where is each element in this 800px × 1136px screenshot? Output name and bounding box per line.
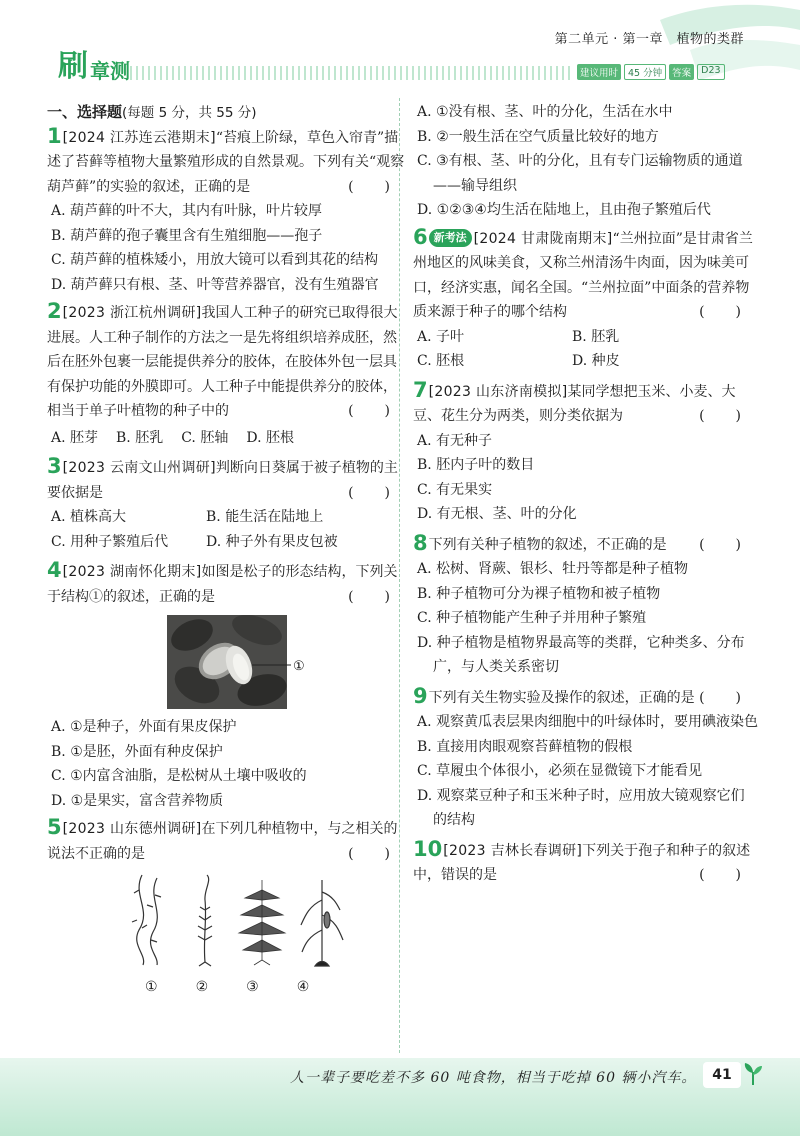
question-7 bbox=[413, 377, 758, 429]
question-source: [2023 山东济南模拟] bbox=[428, 383, 568, 400]
option-row bbox=[413, 349, 758, 374]
page-number: 41 bbox=[703, 1062, 741, 1088]
question-2 bbox=[47, 301, 407, 424]
time-value: 45 分钟 bbox=[624, 64, 666, 80]
question-number: 1 bbox=[47, 123, 62, 148]
question-number: 3 bbox=[47, 454, 62, 478]
plant-label-1: ① bbox=[145, 978, 158, 995]
option-c[interactable]: C. 用种子繁殖后代 bbox=[51, 533, 169, 550]
question-source: [2023 湖南怀化期末] bbox=[62, 564, 202, 580]
question-stem: 在下列几种植物中，与之相关的说法不正确的是 bbox=[47, 821, 398, 862]
option-a[interactable]: A. 观察黄瓜表层果肉细胞中的叶绿体时，要用碘液染色 bbox=[417, 714, 759, 730]
new-method-badge: 新考法 bbox=[429, 229, 472, 247]
question-3 bbox=[47, 456, 407, 505]
option-a[interactable]: A. 有无种子 bbox=[417, 432, 493, 449]
question-10 bbox=[413, 836, 758, 888]
question-4 bbox=[47, 560, 407, 609]
question-number: 7 bbox=[413, 377, 428, 402]
answer-label: 答案 bbox=[669, 64, 694, 80]
plant-labels bbox=[47, 975, 407, 1000]
chapter-breadcrumb: 第二单元 · 第一章 植物的类群 bbox=[554, 32, 744, 47]
figure-marker-1: ① bbox=[293, 659, 305, 674]
option-c[interactable]: C. 胚轴 bbox=[181, 429, 229, 446]
option-b[interactable]: B. 葫芦藓的孢子囊里含有生殖细胞——孢子 bbox=[51, 227, 323, 244]
option-c[interactable]: C. ①内富含油脂，是松树从土壤中吸收的 bbox=[51, 768, 307, 784]
option-b[interactable]: B. 能生活在陆地上 bbox=[206, 509, 324, 525]
answer-blank[interactable]: ( ) bbox=[348, 484, 391, 501]
question-source: [2023 山东德州调研] bbox=[62, 821, 202, 837]
exam-meta bbox=[577, 64, 725, 80]
question-source: [2023 云南文山州调研] bbox=[62, 460, 216, 476]
question-number: 10 bbox=[413, 836, 443, 861]
question-source: [2023 吉林长春调研] bbox=[443, 842, 583, 859]
question-source: [2024 甘肃陇南期末] bbox=[473, 230, 613, 247]
question-stem: 如图是松子的形态结构，下列关于结构①的叙述，正确的是 bbox=[47, 564, 398, 605]
plant-label-2: ② bbox=[195, 978, 209, 995]
question-number: 8 bbox=[413, 530, 428, 555]
answer-blank[interactable]: ( ) bbox=[699, 536, 742, 553]
option-d[interactable]: D. 观察菜豆种子和玉米种子时，应用放大镜观察它们的结构 bbox=[417, 787, 745, 828]
plant-label-4: ④ bbox=[296, 978, 310, 995]
question-stem: 下列关于孢子和种子的叙述中，错误的是 bbox=[413, 842, 751, 883]
option-row bbox=[47, 505, 407, 530]
left-column bbox=[47, 100, 407, 999]
right-column bbox=[413, 100, 758, 888]
option-b[interactable]: B. 胚乳 bbox=[572, 328, 620, 345]
answer-blank[interactable]: ( ) bbox=[699, 867, 742, 883]
option-b[interactable]: B. 种子植物可分为裸子植物和被子植物 bbox=[417, 585, 661, 602]
plant-2-moss-icon bbox=[198, 875, 212, 966]
question-stem: 判断向日葵属于被子植物的主要依据是 bbox=[47, 460, 398, 501]
option-d[interactable]: D. 有无根、茎、叶的分化 bbox=[417, 506, 577, 522]
pine-nut-photo bbox=[167, 615, 311, 709]
question-6 bbox=[413, 224, 758, 325]
question-stem: “苔痕上阶绿，草色入帘青”描述了苔藓等植物大量繁殖形成的自然景观。下列有关“观察葫芦藓”的实验的叙述，正确的是 bbox=[47, 129, 405, 195]
answer-blank[interactable]: ( ) bbox=[348, 588, 391, 605]
option-c[interactable]: C. 草履虫个体很小，必须在显微镜下才能看见 bbox=[417, 763, 703, 779]
header-brush-decoration bbox=[650, 0, 800, 95]
header-hatch-bar bbox=[130, 66, 570, 80]
answer-blank[interactable]: ( ) bbox=[348, 845, 391, 862]
plants-figure bbox=[47, 870, 387, 968]
section-heading bbox=[47, 100, 407, 126]
time-label: 建议用时 bbox=[577, 64, 621, 80]
question-number: 5 bbox=[47, 815, 62, 839]
question-1 bbox=[47, 123, 407, 200]
answer-blank[interactable]: ( ) bbox=[348, 178, 391, 195]
option-a[interactable]: A. 葫芦藓的叶不大，其内有叶脉，叶片较厚 bbox=[51, 203, 323, 219]
option-a[interactable]: A. 胚芽 bbox=[51, 429, 99, 446]
option-a[interactable]: A. 子叶 bbox=[417, 328, 465, 345]
question-stem: 下列有关生物实验及操作的叙述，正确的是 bbox=[428, 689, 695, 706]
option-a[interactable]: A. 植株高大 bbox=[51, 509, 127, 525]
question-9 bbox=[413, 683, 758, 711]
question-stem: 我国人工种子的研究已取得很大进展。人工种子制作的方法之一是先将组织培养成胚，然后在胚外包裹一层能提供养分的胶体，在胶体外包一层具有保护功能的外膜即可。人工种子中能提供养分的胶体，相当于单子叶植物的种子中的 bbox=[47, 305, 398, 419]
question-stem: 下列有关种子植物的叙述，不正确的是 bbox=[428, 536, 667, 553]
logo-mark: 刷 bbox=[58, 49, 88, 84]
option-row bbox=[413, 325, 758, 350]
option-row bbox=[47, 426, 407, 451]
q5-option-d[interactable]: D. ①②③④均生活在陆地上，且由孢子繁殖后代 bbox=[417, 202, 711, 218]
option-a[interactable]: A. 松树、肾蕨、银杉、牡丹等都是种子植物 bbox=[417, 561, 689, 577]
brand-logo bbox=[58, 49, 130, 84]
q5-option-b[interactable]: B. ②一般生活在空气质量比较好的地方 bbox=[417, 128, 659, 145]
option-d[interactable]: D. ①是果实，富含营养物质 bbox=[51, 792, 224, 809]
question-source: [2023 浙江杭州调研] bbox=[62, 305, 202, 321]
plant-1-seaweed-icon bbox=[132, 875, 161, 965]
plant-3-fern-icon bbox=[239, 880, 285, 965]
option-a[interactable]: A. ①是种子，外面有果皮保护 bbox=[51, 719, 237, 735]
option-d[interactable]: D. 种子植物是植物界最高等的类群，它种类多、分布广，与人类关系密切 bbox=[417, 634, 745, 675]
logo-text: 章测 bbox=[90, 59, 130, 83]
q5-option-a[interactable]: A. ①没有根、茎、叶的分化，生活在水中 bbox=[417, 104, 673, 120]
question-number: 6 bbox=[413, 224, 428, 249]
option-b[interactable]: B. 胚内子叶的数目 bbox=[417, 457, 535, 473]
section-title: 一、选择题 bbox=[47, 103, 123, 121]
plant-label-3: ③ bbox=[246, 978, 259, 995]
footer-fact: 人一辈子要吃差不多 60 吨食物，相当于吃掉 60 辆小汽车。 bbox=[290, 1070, 697, 1086]
answer-value: D23 bbox=[697, 64, 724, 80]
plant-4-corn-icon bbox=[301, 880, 343, 966]
option-c[interactable]: C. 葫芦藓的植株矮小，用放大镜可以看到其花的结构 bbox=[51, 252, 379, 268]
question-stem: “兰州拉面”是甘肃省兰州地区的风味美食，又称兰州清汤牛肉面，因为味美可口，经济实惠，闻名全国。“兰州拉面”中面条的营养物质来源于种子的哪个结构 bbox=[413, 230, 753, 320]
sprout-icon bbox=[741, 1060, 765, 1086]
option-b[interactable]: B. ①是胚，外面有种皮保护 bbox=[51, 743, 223, 760]
answer-blank[interactable]: ( ) bbox=[348, 403, 391, 419]
option-c[interactable]: C. 有无果实 bbox=[417, 481, 493, 498]
question-8 bbox=[413, 530, 758, 558]
answer-blank[interactable]: ( ) bbox=[699, 408, 742, 424]
question-5 bbox=[47, 817, 407, 866]
option-row bbox=[47, 530, 407, 555]
option-d[interactable]: D. 种子外有果皮包被 bbox=[206, 533, 338, 550]
option-b[interactable]: B. 直接用肉眼观察苔藓植物的假根 bbox=[417, 738, 633, 755]
question-source: [2024 江苏连云港期末] bbox=[62, 129, 216, 146]
question-number: 4 bbox=[47, 558, 62, 582]
option-d[interactable]: D. 种皮 bbox=[572, 353, 620, 369]
question-number: 9 bbox=[413, 683, 428, 708]
pine-nut-figure bbox=[47, 615, 407, 711]
question-stem: 某同学想把玉米、小麦、大豆、花生分为两类，则分类依据为 bbox=[413, 383, 736, 424]
option-c[interactable]: C. 种子植物能产生种子并用种子繁殖 bbox=[417, 610, 647, 626]
option-d[interactable]: D. 葫芦藓只有根、茎、叶等营养器官，没有生殖器官 bbox=[51, 276, 379, 293]
answer-blank[interactable]: ( ) bbox=[699, 689, 742, 706]
question-number: 2 bbox=[47, 299, 62, 323]
option-c[interactable]: C. 胚根 bbox=[417, 353, 465, 369]
option-b[interactable]: B. 胚乳 bbox=[116, 429, 164, 446]
option-d[interactable]: D. 胚根 bbox=[246, 429, 294, 446]
q5-option-c[interactable]: C. ③有根、茎、叶的分化，且有专门运输物质的通道——输导组织 bbox=[417, 153, 743, 194]
answer-blank[interactable]: ( ) bbox=[699, 304, 742, 320]
section-subtitle: (每题 5 分，共 55 分) bbox=[122, 105, 257, 121]
